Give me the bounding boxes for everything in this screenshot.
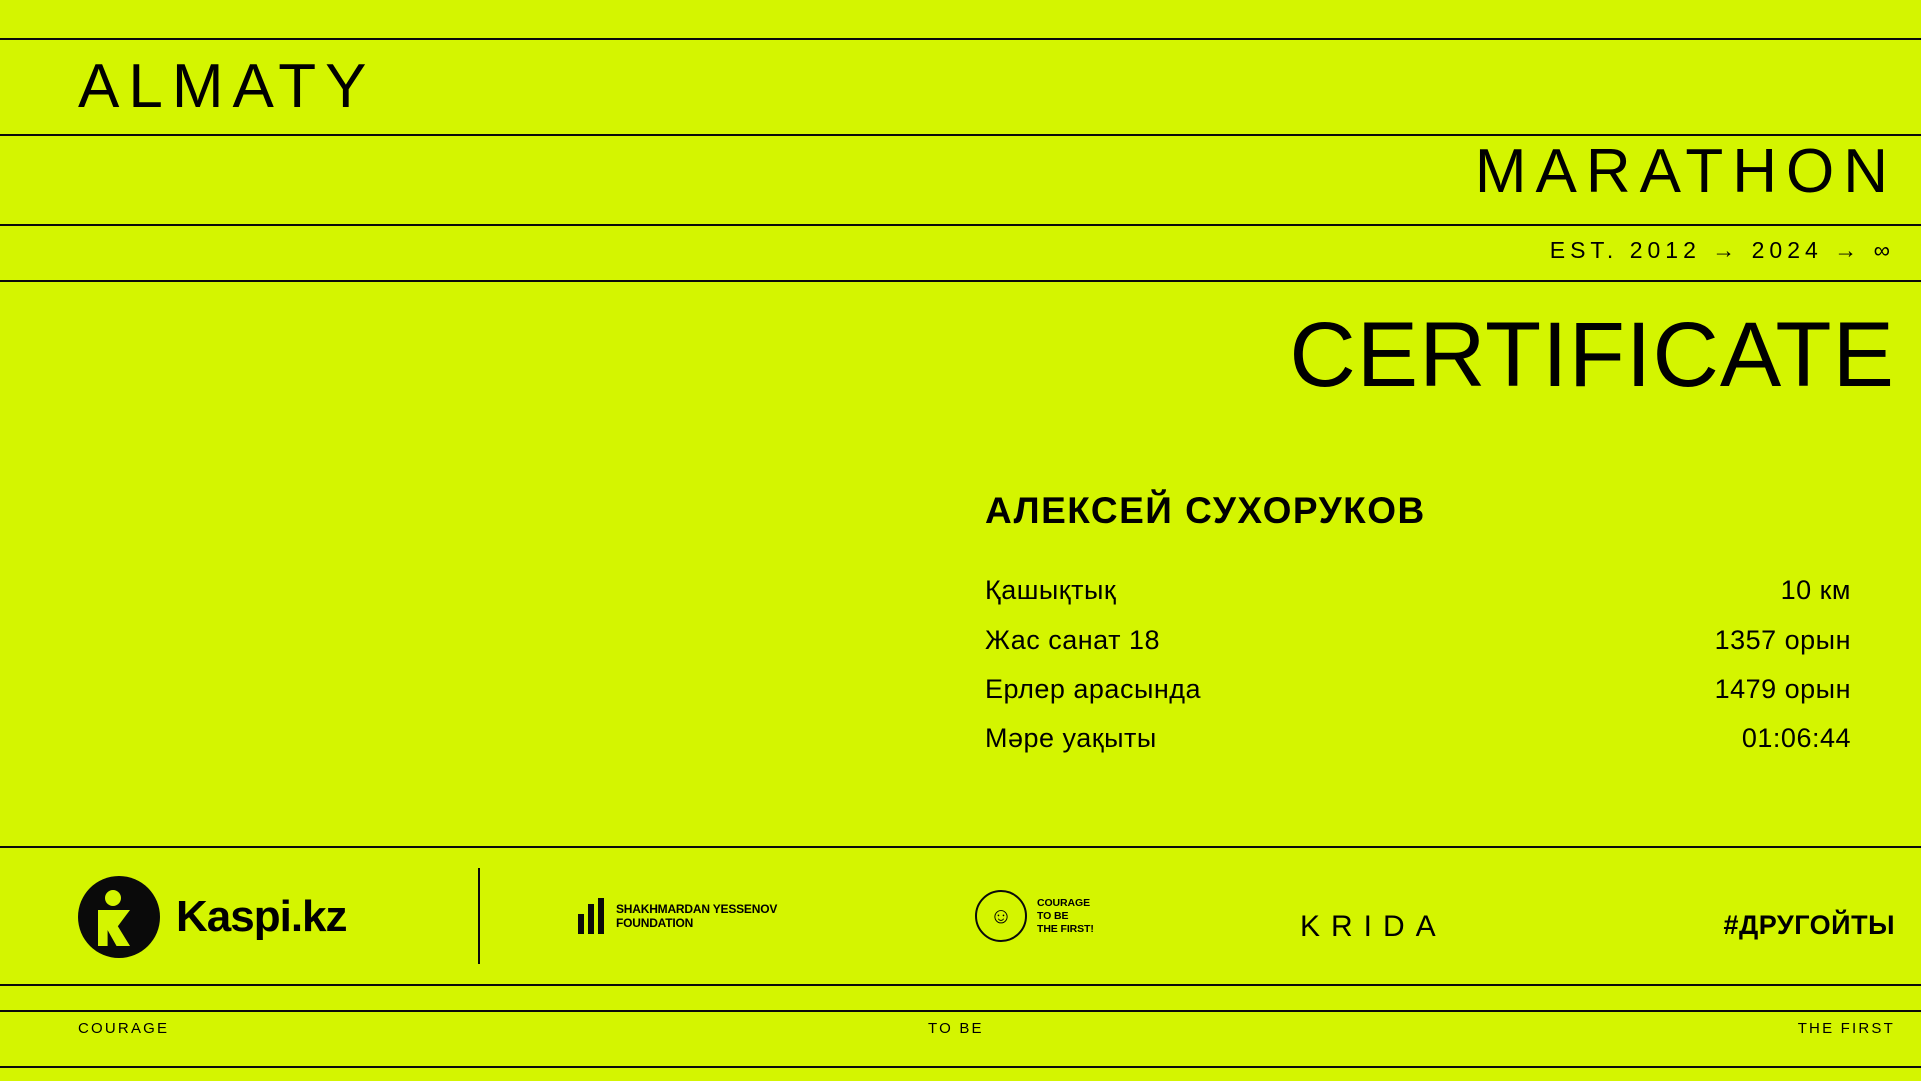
result-label: Ерлер арасында — [985, 674, 1202, 704]
sponsor-kaspi — [78, 876, 347, 958]
divider-line — [0, 1066, 1921, 1068]
footer-motto-right: THE FIRST — [1797, 1020, 1895, 1037]
yessenov-bars-icon — [578, 898, 604, 934]
sponsor-yessenov — [578, 898, 777, 934]
sponsor-yessenov-label: SHAKHMARDAN YESSENOV FOUNDATION — [616, 902, 778, 930]
result-label: Мәре уақыты — [985, 723, 1157, 753]
result-value: 1357 орын — [1714, 625, 1851, 655]
footer-motto-left: COURAGE — [78, 1020, 170, 1037]
sponsor-kaspi-label: Kaspi.kz — [176, 892, 347, 941]
result-row — [985, 723, 1851, 754]
divider-line — [0, 224, 1921, 226]
divider-line — [0, 984, 1921, 986]
result-label: Жас санат 18 — [985, 625, 1161, 655]
sponsor-corporate-fund-label: COURAGE TO BE THE FIRST! — [1037, 896, 1094, 935]
result-row — [985, 625, 1851, 656]
athlete-name: АЛЕКСЕЙ СУХОРУКОВ — [985, 490, 1426, 531]
sponsor-divider — [478, 868, 480, 964]
established-range: EST. 2012 → 2024 → ∞ — [1549, 237, 1895, 263]
divider-line — [0, 38, 1921, 40]
result-value: 10 км — [1780, 575, 1851, 605]
result-row — [985, 575, 1851, 606]
divider-line — [0, 280, 1921, 282]
brand-line-almaty: ALMATY — [78, 52, 376, 121]
brand-line-marathon: MARATHON — [1474, 137, 1897, 206]
divider-line — [0, 1010, 1921, 1012]
sponsor-corporate-fund — [975, 890, 1094, 942]
footer-motto-center: TO BE — [928, 1020, 984, 1037]
sponsor-krida-label: KRIDA — [1300, 910, 1447, 943]
result-value: 1479 орын — [1714, 674, 1851, 704]
page-title: CERTIFICATE — [1289, 304, 1895, 406]
result-value: 01:06:44 — [1741, 723, 1851, 753]
kaspi-logo-icon — [78, 876, 160, 958]
result-label: Қашықтық — [985, 575, 1117, 605]
result-row — [985, 674, 1851, 705]
sponsor-drugoity-label: #ДРУГОЙТЫ — [1723, 910, 1895, 940]
corporate-fund-seal-icon: ☺ — [975, 890, 1027, 942]
results-table — [985, 575, 1851, 772]
sponsor-strip — [0, 848, 1921, 984]
